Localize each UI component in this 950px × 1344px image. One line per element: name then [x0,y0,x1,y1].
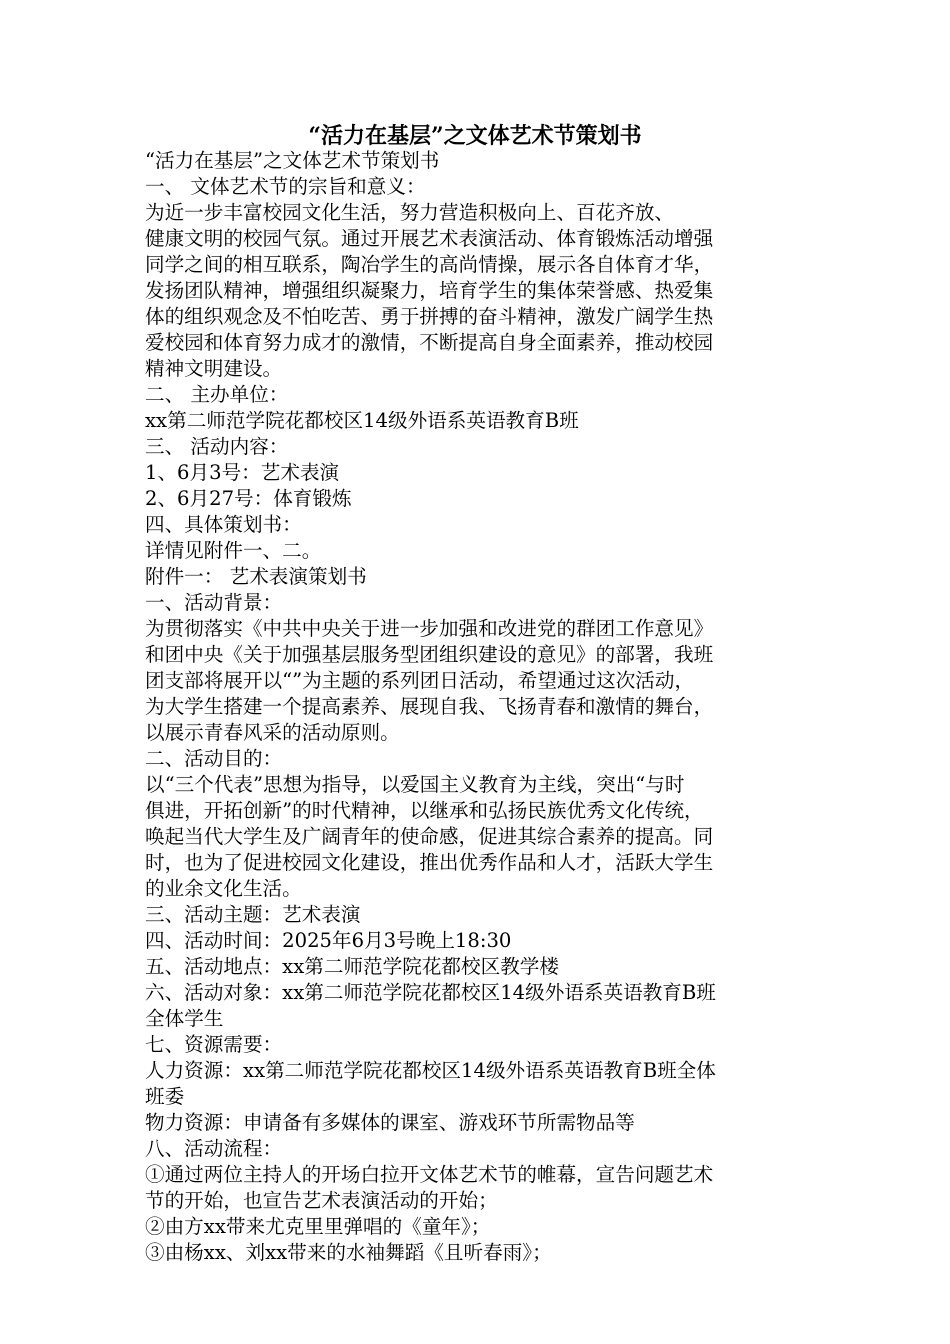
text-line: 全体学生 [145,1007,224,1030]
text-line: 三、 活动内容： [145,435,289,458]
text-line: 详情见附件一、二。 [145,539,322,562]
text-line: 为贯彻落实《中共中央关于进一步加强和改进党的群团工作意见》 [145,617,714,640]
text-line: 以展示青春风采的活动原则。 [145,721,400,744]
text-line: 八、活动流程： [145,1137,283,1160]
text-line: 四、具体策划书： [145,513,302,536]
text-line: 一、 文体艺术节的宗旨和意义： [145,175,426,198]
text-line: 五、活动地点：xx第二师范学院花都校区教学楼 [145,955,559,978]
text-line: xx第二师范学院花都校区14级外语系英语教育B班 [145,409,579,432]
text-line: 精神文明建设。 [145,357,283,380]
text-line: 同学之间的相互联系，陶冶学生的高尚情操，展示各自体育才华， [145,253,714,276]
text-line: 唤起当代大学生及广阔青年的使命感，促进其综合素养的提高。同 [145,825,714,848]
text-line: 体的组织观念及不怕吃苦、勇于拼搏的奋斗精神，激发广阔学生热 [145,305,714,328]
text-line: 二、 主办单位： [145,383,289,406]
text-line: 发扬团队精神，增强组织凝聚力，培育学生的集体荣誉感、热爱集 [145,279,714,302]
text-line: 四、活动时间：2025年6月3号晚上18:30 [145,929,512,952]
text-line: 时，也为了促进校园文化建设，推出优秀作品和人才，活跃大学生 [145,851,714,874]
text-line: 2、6月27号：体育锻炼 [145,487,352,510]
text-line: 班委 [145,1085,185,1108]
document-title: “活力在基层”之文体艺术节策划书 [308,123,642,149]
text-line: 健康文明的校园气氛。通过开展艺术表演活动、体育锻炼活动增强 [145,227,714,250]
text-line: ②由方xx带来尤克里里弹唱的《童年》； [145,1215,491,1238]
text-line: ③由杨xx、刘xx带来的水袖舞蹈《且听春雨》； [145,1241,552,1264]
text-line: 六、活动对象：xx第二师范学院花都校区14级外语系英语教育B班 [145,981,716,1004]
text-line: 二、活动目的： [145,747,283,770]
text-line: 以“三个代表”思想为指导，以爱国主义教育为主线，突出“与时 [145,773,685,796]
text-line: 俱进，开拓创新”的时代精神，以继承和弘扬民族优秀文化传统， [145,799,704,822]
document-body [145,148,815,1266]
text-line: ①通过两位主持人的开场白拉开文体艺术节的帷幕，宣告问题艺术 [145,1163,714,1186]
text-line: 一、活动背景： [145,591,283,614]
text-line: 和团中央《关于加强基层服务型团组织建设的意见》的部署，我班 [145,643,714,666]
text-line: 人力资源：xx第二师范学院花都校区14级外语系英语教育B班全体 [145,1059,716,1082]
text-line: 七、资源需要： [145,1033,283,1056]
text-line: 物力资源：申请备有多媒体的课室、游戏环节所需物品等 [145,1111,635,1134]
text-line: 团支部将展开以“”为主题的系列团日活动，希望通过这次活动， [145,669,695,692]
text-line: 三、活动主题：艺术表演 [145,903,361,926]
text-line: 附件一： 艺术表演策划书 [145,565,367,588]
text-line: 为近一步丰富校园文化生活，努力营造积极向上、百花齐放、 [145,201,675,224]
text-line: 的业余文化生活。 [145,877,302,900]
text-line: “活力在基层”之文体艺术节策划书 [145,149,440,172]
text-line: 1、6月3号：艺术表演 [145,461,340,484]
text-line: 爱校园和体育努力成才的激情，不断提高自身全面素养，推动校园 [145,331,714,354]
text-line: 节的开始，也宣告艺术表演活动的开始； [145,1189,498,1212]
text-line: 为大学生搭建一个提高素养、展现自我、飞扬青春和激情的舞台， [145,695,714,718]
